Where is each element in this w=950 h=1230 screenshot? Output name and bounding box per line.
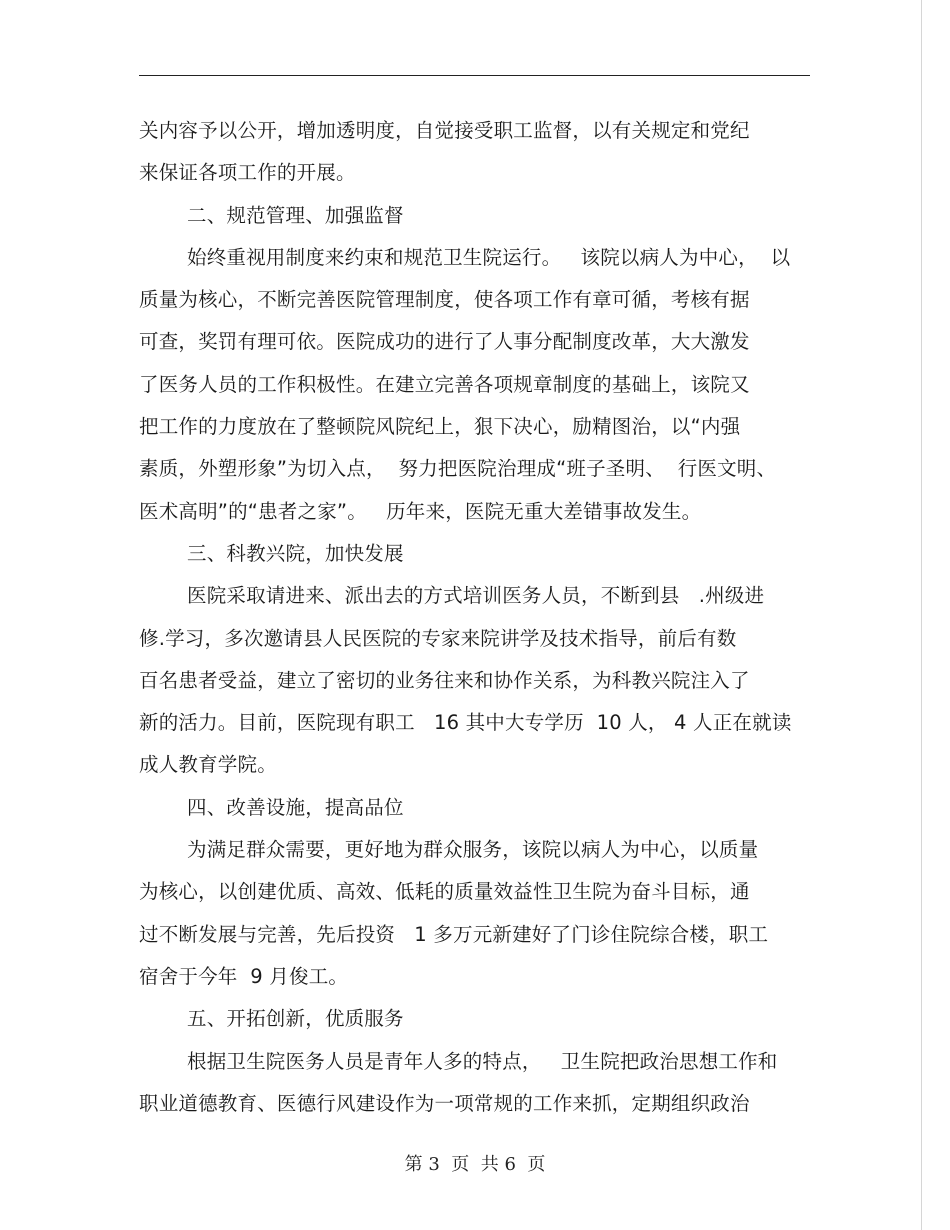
text-line: 职业道德教育、医德行风建设作为一项常规的工作来抓，定期组织政治 (139, 1091, 750, 1115)
text-line: 关内容予以公开，增加透明度，自觉接受职工监督，以有关规定和党纪 (139, 119, 750, 142)
text-line: 医院采取请进来、派出去的方式培训医务人员，不断到县 .州级进 (187, 584, 765, 608)
text-line: 质量为核心，不断完善医院管理制度，使各项工作有章可循，考核有据 (139, 288, 750, 312)
document-body (139, 110, 819, 1125)
section-heading: 二、规范管理、加强监督 (187, 203, 404, 227)
page-edge-line (921, 0, 922, 1230)
text-line: 宿舍于今年 9 月俊工。 (139, 964, 349, 988)
text-line: 了医务人员的工作积极性。在建立完善各项规章制度的基础上，该院又 (139, 372, 750, 396)
text-line: 新的活力。目前，医院现有职工 16 其中大专学历 10 人， 4 人正在就读 (139, 711, 792, 735)
section-heading: 五、开拓创新，优质服务 (187, 1007, 404, 1031)
text-line: 根据卫生院医务人员是青年人多的特点， 卫生院把政治思想工作和 (187, 1049, 778, 1073)
text-line: 成人教育学院。 (139, 753, 277, 777)
section-heading: 四、改善设施，提高品位 (187, 795, 404, 819)
text-line: 为核心，以创建优质、高效、低耗的质量效益性卫生院为奋斗目标，通 (139, 880, 750, 904)
text-line: 始终重视用制度来约束和规范卫生院运行。 该院以病人为中心， 以 (187, 245, 791, 269)
text-line: 百名患者受益，建立了密切的业务往来和协作关系，为科教兴院注入了 (139, 668, 750, 692)
header-rule (139, 75, 810, 76)
section-heading: 三、科教兴院，加快发展 (187, 541, 404, 565)
text-line: 过不断发展与完善，先后投资 1 多万元新建好了门诊住院综合楼，职工 (139, 922, 769, 946)
text-line: 把工作的力度放在了整顿院风院纪上，狠下决心，励精图治，以“内强 (139, 415, 741, 439)
text-line: 修.学习，多次邀请县人民医院的专家来院讲学及技术指导，前后有数 (139, 626, 737, 650)
text-line: 可查，奖罚有理可依。医院成功的进行了人事分配制度改革，大大激发 (139, 330, 750, 354)
text-line: 医术高明”的“患者之家”。 历年来，医院无重大差错事故发生。 (139, 499, 702, 523)
text-line: 来保证各项工作的开展。 (139, 161, 356, 185)
text-line: 素质，外塑形象”为切入点， 努力把医院治理成“班子圣明、 行医文明、 (139, 457, 777, 481)
page-number-footer: 第 3 页 共 6 页 (404, 1154, 546, 1175)
text-line: 为满足群众需要，更好地为群众服务，该院以病人为中心，以质量 (187, 838, 759, 862)
